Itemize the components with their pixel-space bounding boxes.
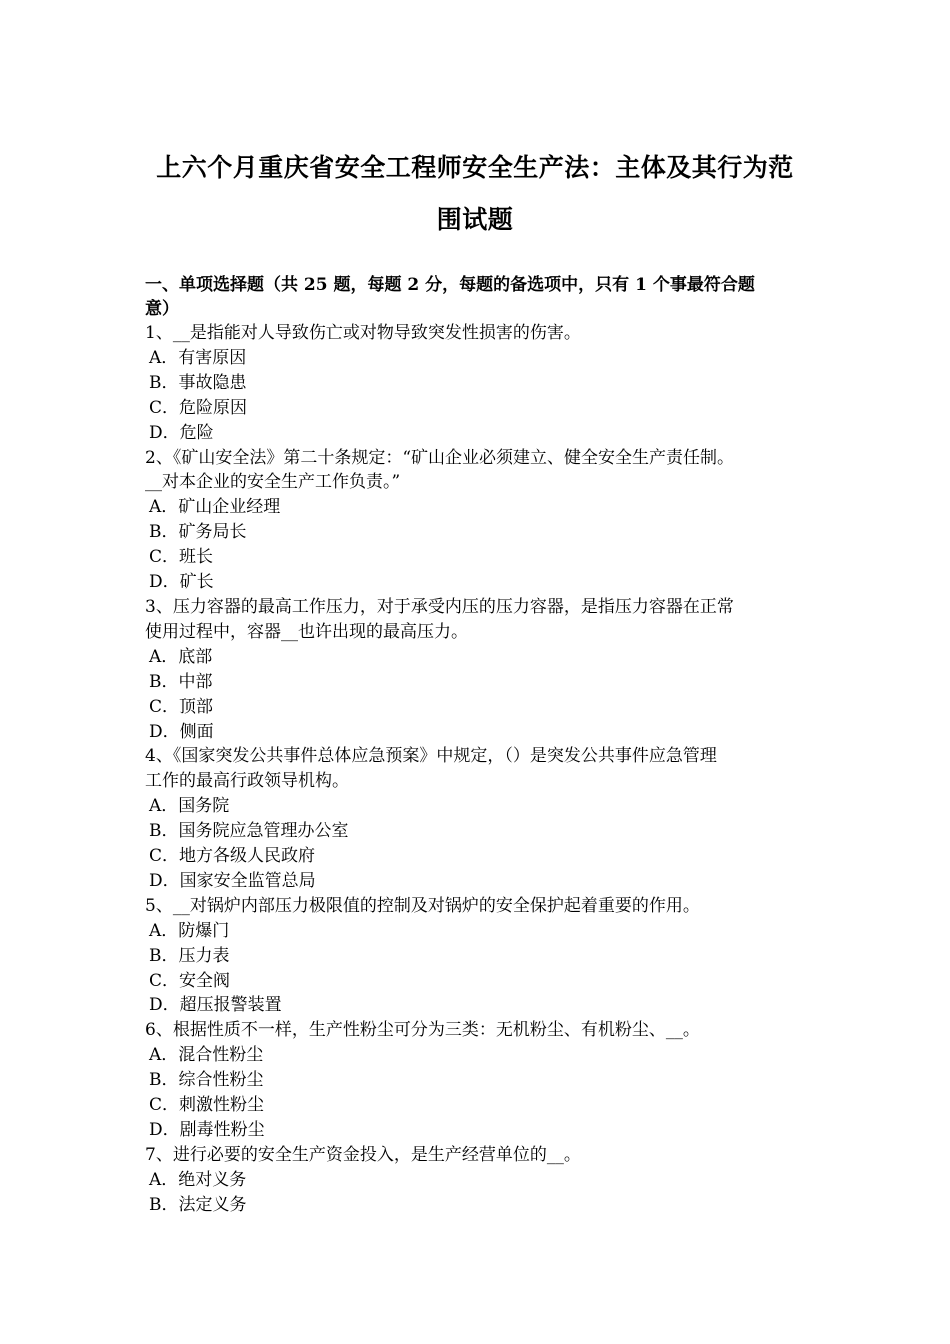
question-text-line: 使用过程中，容器__也许出现的最高压力。 bbox=[145, 621, 468, 642]
question-5 bbox=[145, 894, 820, 1019]
question-text-line: 工作的最高行政领导机构。 bbox=[145, 771, 349, 792]
answer-option: D．剧毒性粉尘 bbox=[149, 1120, 265, 1140]
answer-option: C．班长 bbox=[149, 547, 214, 568]
question-list bbox=[145, 321, 820, 1218]
answer-option: A．有害原因 bbox=[149, 347, 247, 368]
answer-option: D．国家安全监管总局 bbox=[149, 870, 316, 891]
question-1 bbox=[145, 321, 820, 446]
answer-option: B．法定义务 bbox=[149, 1194, 247, 1215]
answer-option: A．防爆门 bbox=[149, 920, 230, 941]
question-text-line: 6、根据性质不一样，生产性粉尘可分为三类：无机粉尘、有机粉尘、__。 bbox=[145, 1020, 700, 1041]
answer-option: D．危险 bbox=[149, 422, 214, 443]
question-6 bbox=[145, 1018, 820, 1143]
section-header-line-2: 意） bbox=[145, 299, 179, 319]
answer-option: B．矿务局长 bbox=[149, 522, 247, 543]
answer-option: A．底部 bbox=[149, 646, 213, 667]
question-text-line: __对本企业的安全生产工作负责。” bbox=[145, 472, 401, 493]
answer-option: B．国务院应急管理办公室 bbox=[149, 821, 349, 842]
answer-option: C．安全阀 bbox=[149, 970, 231, 991]
answer-option: A．国务院 bbox=[149, 796, 230, 817]
answer-option: A．矿山企业经理 bbox=[149, 497, 281, 518]
answer-option: A．混合性粉尘 bbox=[149, 1045, 264, 1066]
answer-option: C．顶部 bbox=[149, 696, 214, 717]
question-text-line: 4、《国家突发公共事件总体应急预案》中规定，（）是突发公共事件应急管理 bbox=[145, 746, 717, 767]
answer-option: B．压力表 bbox=[149, 945, 230, 966]
question-text-line: 5、__对锅炉内部压力极限值的控制及对锅炉的安全保护起着重要的作用。 bbox=[145, 895, 700, 916]
document-title-line-1: 上六个月重庆省安全工程师安全生产法：主体及其行为范 bbox=[156, 153, 794, 182]
question-2 bbox=[145, 446, 820, 595]
question-text-line: 3、压力容器的最高工作压力，对于承受内压的压力容器，是指压力容器在正常 bbox=[145, 596, 734, 617]
answer-option: B．中部 bbox=[149, 671, 213, 692]
question-7 bbox=[145, 1143, 820, 1218]
section-header bbox=[145, 273, 815, 321]
answer-option: B．事故隐患 bbox=[149, 372, 247, 393]
question-3 bbox=[145, 595, 820, 744]
document-title-line-2: 围试题 bbox=[436, 205, 514, 234]
answer-option: B．综合性粉尘 bbox=[149, 1070, 264, 1091]
question-4 bbox=[145, 744, 820, 893]
question-text-line: 2、《矿山安全法》第二十条规定：“矿山企业必须建立、健全安全生产责任制。 bbox=[145, 447, 735, 468]
question-text-line: 1、__是指能对人导致伤亡或对物导致突发性损害的伤害。 bbox=[145, 323, 581, 343]
answer-option: C．危险原因 bbox=[149, 397, 248, 418]
answer-option: C．刺激性粉尘 bbox=[149, 1095, 265, 1116]
answer-option: D．矿长 bbox=[149, 572, 214, 593]
answer-option: D．侧面 bbox=[149, 721, 214, 742]
answer-option: A．绝对义务 bbox=[149, 1169, 247, 1190]
answer-option: D．超压报警装置 bbox=[149, 995, 282, 1016]
question-text-line: 7、进行必要的安全生产资金投入，是生产经营单位的__。 bbox=[145, 1144, 581, 1165]
answer-option: C．地方各级人民政府 bbox=[149, 846, 316, 867]
section-header-line-1: 一、单项选择题（共 25 题，每题 2 分，每题的备选项中，只有 1 个事最符合题 bbox=[145, 275, 755, 295]
